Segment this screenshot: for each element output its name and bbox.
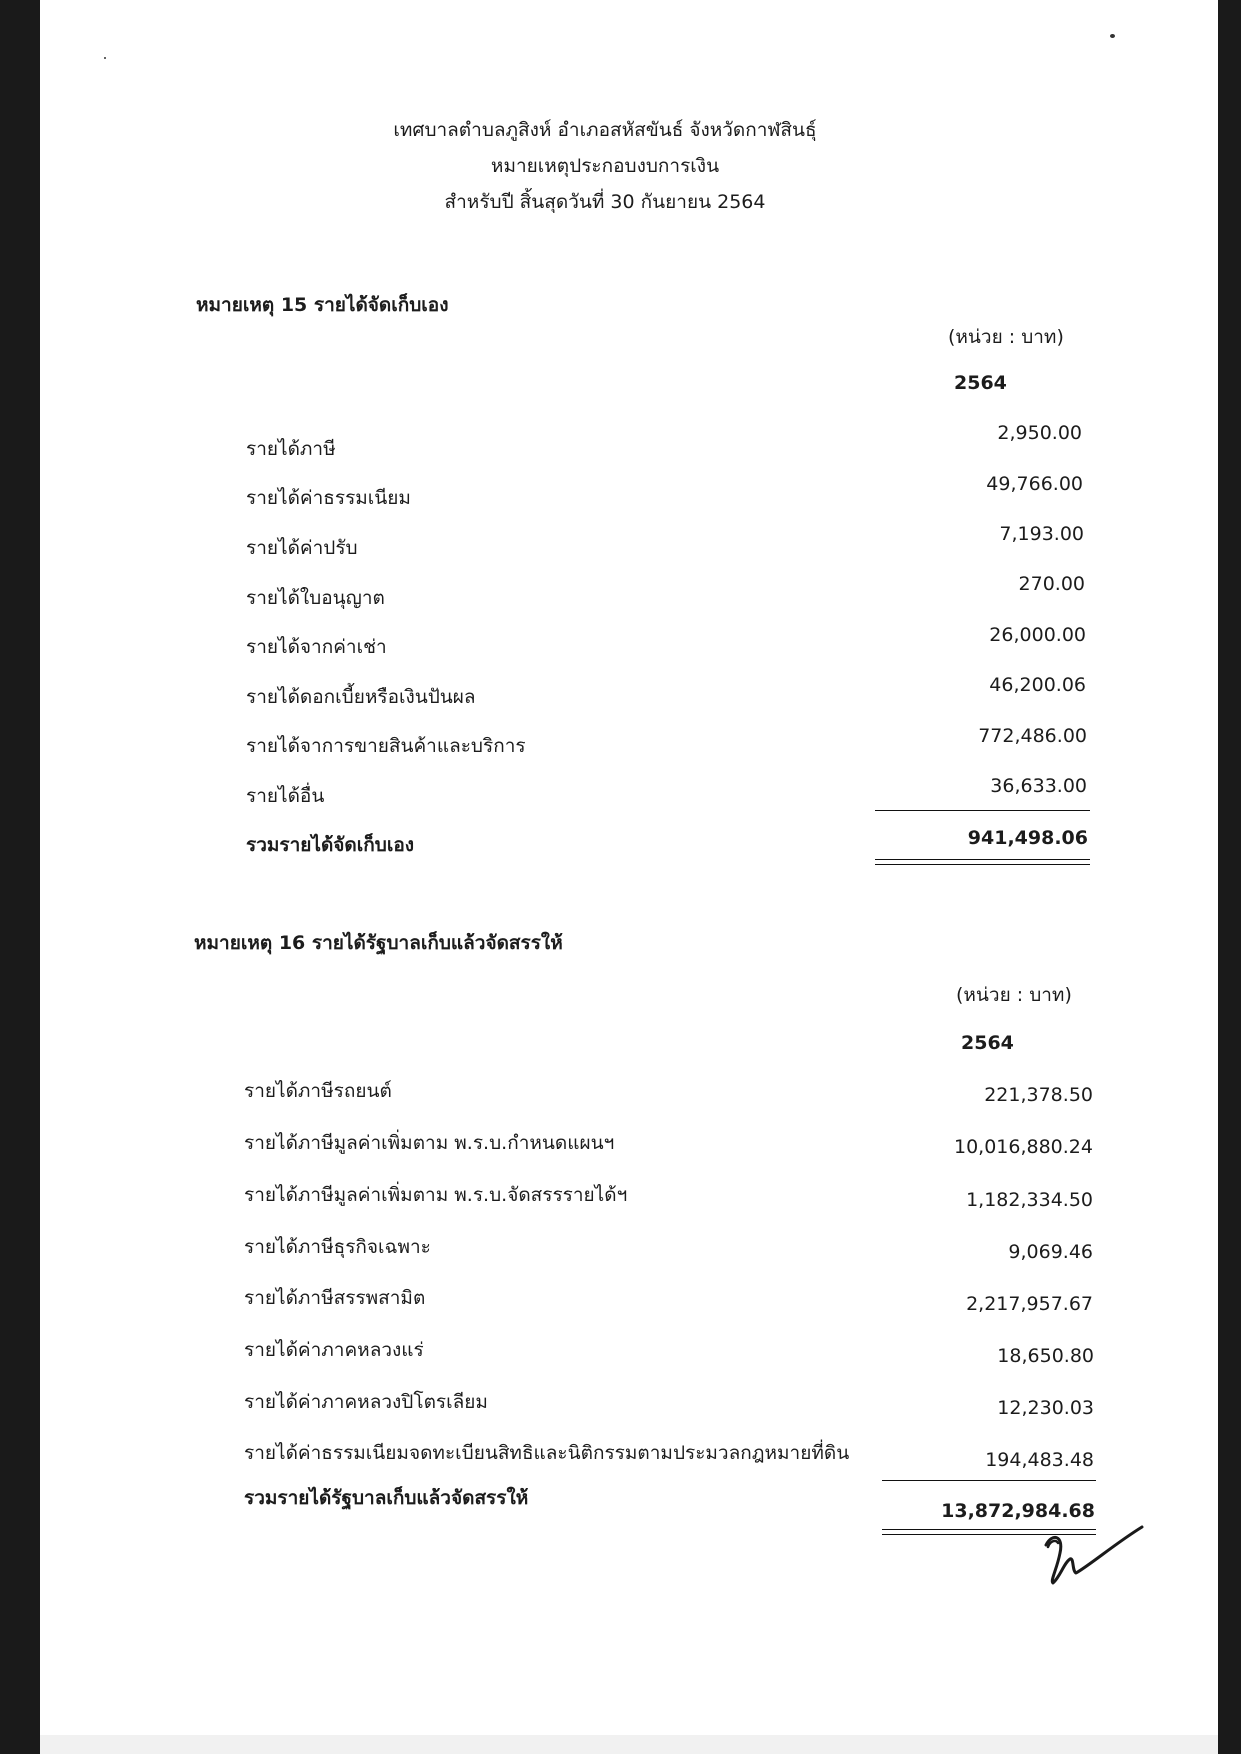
note16-subtotal-rule xyxy=(882,1480,1096,1481)
note16-row-value: 2,217,957.67 xyxy=(966,1293,1093,1315)
note16-total-label: รวมรายได้รัฐบาลเก็บแล้วจัดสรรให้ xyxy=(244,1487,529,1509)
note16-year: 2564 xyxy=(961,1032,1014,1054)
note15-year: 2564 xyxy=(954,372,1007,394)
note16-row-label: รายได้ภาษีสรรพสามิต xyxy=(244,1287,426,1309)
note16-row-value: 194,483.48 xyxy=(985,1449,1094,1471)
scan-edge-bottom xyxy=(40,1735,1218,1754)
note16-row-value: 12,230.03 xyxy=(997,1397,1094,1419)
note15-row-value: 46,200.06 xyxy=(989,674,1086,696)
note15-row-label: รายได้ใบอนุญาต xyxy=(246,587,385,609)
header-period: สำหรับปี สิ้นสุดวันที่ 30 กันยายน 2564 xyxy=(444,191,766,213)
note15-subtotal-rule xyxy=(875,810,1090,811)
note16-row-value: 10,016,880.24 xyxy=(953,1136,1093,1158)
note15-row-value: 36,633.00 xyxy=(990,775,1087,797)
note15-total-double-rule xyxy=(875,859,1090,865)
note15-total-label: รวมรายได้จัดเก็บเอง xyxy=(246,834,415,856)
note16-row-value: 221,378.50 xyxy=(984,1084,1093,1106)
note16-row-label: รายได้ภาษีมูลค่าเพิ่มตาม พ.ร.บ.จัดสรรรายได้ฯ xyxy=(244,1184,628,1206)
note16-row-value: 1,182,334.50 xyxy=(966,1189,1093,1211)
note15-row-value: 270.00 xyxy=(1018,573,1085,595)
note15-row-value: 7,193.00 xyxy=(999,523,1084,545)
handwritten-initials xyxy=(1038,1525,1148,1605)
note16-row-value: 9,069.46 xyxy=(1008,1241,1093,1263)
scan-edge-right xyxy=(1218,0,1241,1754)
note15-row-value: 49,766.00 xyxy=(986,473,1083,495)
header-subtitle: หมายเหตุประกอบงบการเงิน xyxy=(490,155,720,177)
note16-row-label: รายได้ค่าภาคหลวงแร่ xyxy=(244,1339,424,1361)
note15-row-value: 2,950.00 xyxy=(997,422,1082,444)
note15-row-value: 772,486.00 xyxy=(978,725,1087,747)
scan-speck xyxy=(104,57,106,59)
note15-row-label: รายได้อื่น xyxy=(246,785,325,807)
note16-row-label: รายได้ภาษีมูลค่าเพิ่มตาม พ.ร.บ.กำหนดแผนฯ xyxy=(244,1132,615,1154)
header-organization: เทศบาลตำบลภูสิงห์ อำเภอสหัสขันธ์ จังหวัดกาฬสินธุ์ xyxy=(393,119,817,141)
note15-row-label: รายได้ภาษี xyxy=(246,438,336,460)
note16-unit: (หน่วย : บาท) xyxy=(956,984,1072,1006)
scan-speck xyxy=(1110,34,1115,38)
note15-total-value: 941,498.06 xyxy=(967,827,1088,849)
note15-row-label: รายได้ค่าธรรมเนียม xyxy=(246,487,411,509)
note15-title: หมายเหตุ 15 รายได้จัดเก็บเอง xyxy=(196,294,449,316)
note15-row-label: รายได้จาการขายสินค้าและบริการ xyxy=(246,735,526,757)
note15-row-label: รายได้ดอกเบี้ยหรือเงินปันผล xyxy=(246,686,476,708)
note15-unit: (หน่วย : บาท) xyxy=(948,326,1064,348)
note15-row-value: 26,000.00 xyxy=(989,624,1086,646)
note16-row-label: รายได้ค่าภาคหลวงปิโตรเลียม xyxy=(244,1391,488,1413)
note16-row-label: รายได้ภาษีธุรกิจเฉพาะ xyxy=(244,1236,431,1258)
note16-title: หมายเหตุ 16 รายได้รัฐบาลเก็บแล้วจัดสรรให้ xyxy=(194,932,563,954)
note16-total-value: 13,872,984.68 xyxy=(941,1500,1095,1522)
note16-row-value: 18,650.80 xyxy=(997,1345,1094,1367)
note15-row-label: รายได้ค่าปรับ xyxy=(246,537,358,559)
note16-row-label: รายได้ค่าธรรมเนียมจดทะเบียนสิทธิและนิติกรรมตามประมวลกฎหมายที่ดิน xyxy=(244,1442,850,1464)
note15-row-label: รายได้จากค่าเช่า xyxy=(246,636,387,658)
document-header xyxy=(330,112,880,220)
note16-row-label: รายได้ภาษีรถยนต์ xyxy=(244,1080,392,1102)
scan-edge-left xyxy=(0,0,40,1754)
